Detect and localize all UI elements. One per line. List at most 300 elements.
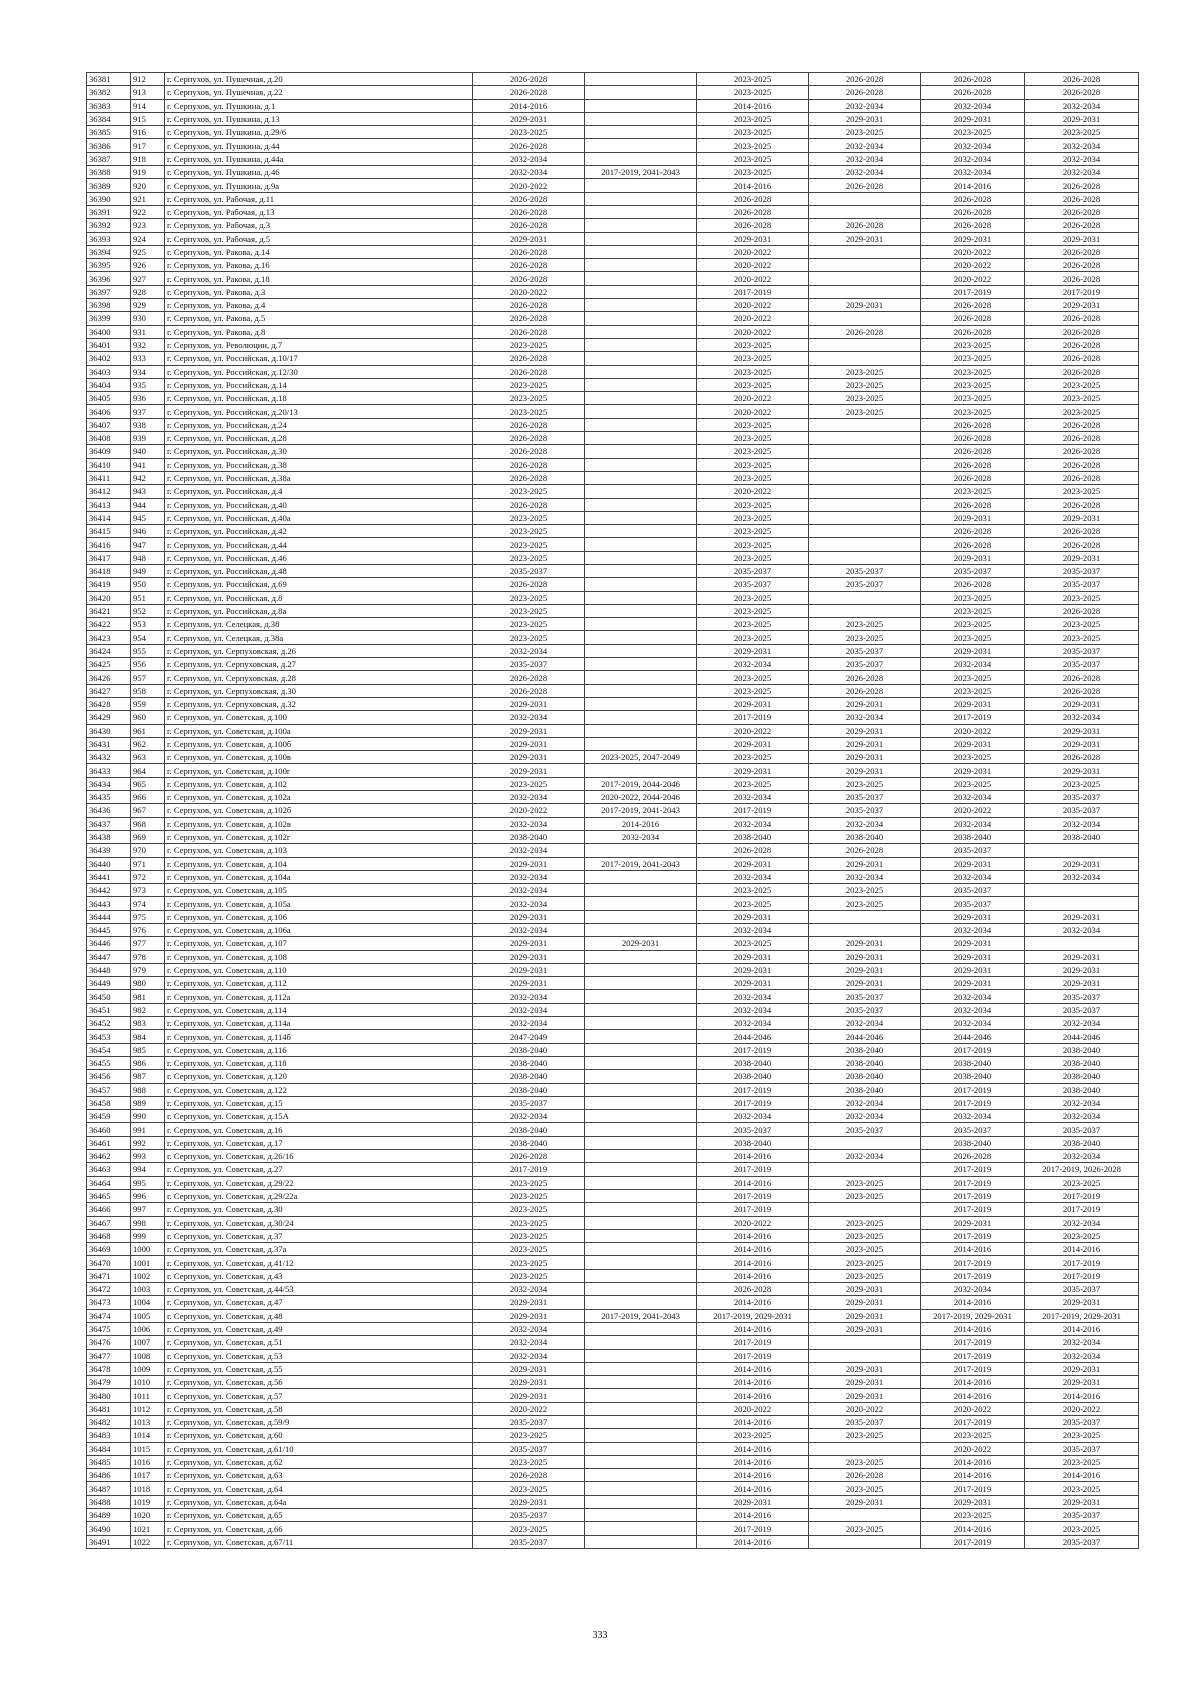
- address-cell: г. Серпухов, ул. Советская, д.47: [165, 1296, 473, 1309]
- year-col-4-cell: [809, 511, 921, 524]
- year-col-6-cell: 2035-2037: [1025, 1123, 1139, 1136]
- table-row: [87, 1096, 1139, 1109]
- table-row: [87, 1509, 1139, 1522]
- year-col-5-cell: 2032-2034: [921, 658, 1025, 671]
- row-number-cell: 934: [131, 365, 165, 378]
- row-number-cell: 932: [131, 338, 165, 351]
- year-col-5-cell: 2029-2031: [921, 1495, 1025, 1508]
- table-row: [87, 830, 1139, 843]
- year-col-3-cell: 2017-2019: [697, 1096, 809, 1109]
- year-col-1-cell: 2023-2025: [473, 378, 585, 391]
- address-cell: г. Серпухов, ул. Советская, д.29/22: [165, 1176, 473, 1189]
- year-col-2-cell: [585, 458, 697, 471]
- row-number-cell: 955: [131, 644, 165, 657]
- year-col-6-cell: 2029-2031: [1025, 1495, 1139, 1508]
- year-col-5-cell: 2032-2034: [921, 152, 1025, 165]
- row-number-cell: 918: [131, 152, 165, 165]
- year-col-1-cell: 2023-2025: [473, 1243, 585, 1256]
- record-id-cell: 36386: [87, 139, 131, 152]
- address-cell: г. Серпухов, ул. Российская, д.69: [165, 578, 473, 591]
- address-cell: г. Серпухов, ул. Советская, д.30: [165, 1203, 473, 1216]
- row-number-cell: 987: [131, 1070, 165, 1083]
- year-col-4-cell: 2029-2031: [809, 1309, 921, 1322]
- year-col-4-cell: [809, 551, 921, 564]
- row-number-cell: 929: [131, 299, 165, 312]
- year-col-1-cell: 2032-2034: [473, 711, 585, 724]
- record-id-cell: 36468: [87, 1229, 131, 1242]
- year-col-1-cell: 2020-2022: [473, 1402, 585, 1415]
- year-col-4-cell: 2023-2025: [809, 1243, 921, 1256]
- year-col-5-cell: 2023-2025: [921, 671, 1025, 684]
- row-number-cell: 956: [131, 658, 165, 671]
- year-col-4-cell: [809, 1336, 921, 1349]
- address-cell: г. Серпухов, ул. Российская, д.30: [165, 445, 473, 458]
- row-number-cell: 958: [131, 684, 165, 697]
- table-row: [87, 937, 1139, 950]
- year-col-5-cell: 2026-2028: [921, 458, 1025, 471]
- address-cell: г. Серпухов, ул. Советская, д.67/11: [165, 1535, 473, 1548]
- address-cell: г. Серпухов, ул. Российская, д.28: [165, 432, 473, 445]
- record-id-cell: 36423: [87, 631, 131, 644]
- year-col-1-cell: 2023-2025: [473, 405, 585, 418]
- record-id-cell: 36459: [87, 1110, 131, 1123]
- year-col-5-cell: 2017-2019: [921, 1535, 1025, 1548]
- year-col-3-cell: 2023-2025: [697, 671, 809, 684]
- year-col-6-cell: 2029-2031: [1025, 551, 1139, 564]
- year-col-3-cell: 2029-2031: [697, 910, 809, 923]
- year-col-5-cell: 2017-2019: [921, 1415, 1025, 1428]
- year-col-2-cell: [585, 511, 697, 524]
- year-col-6-cell: 2032-2034: [1025, 817, 1139, 830]
- year-col-4-cell: 2032-2034: [809, 1110, 921, 1123]
- row-number-cell: 969: [131, 830, 165, 843]
- year-col-3-cell: 2023-2025: [697, 498, 809, 511]
- year-col-3-cell: 2032-2034: [697, 1003, 809, 1016]
- year-col-6-cell: 2044-2046: [1025, 1030, 1139, 1043]
- record-id-cell: 36434: [87, 777, 131, 790]
- year-col-1-cell: 2032-2034: [473, 897, 585, 910]
- year-col-2-cell: 2029-2031: [585, 937, 697, 950]
- table-row: [87, 604, 1139, 617]
- year-col-1-cell: 2023-2025: [473, 538, 585, 551]
- year-col-3-cell: 2017-2019: [697, 1083, 809, 1096]
- year-col-6-cell: 2035-2037: [1025, 804, 1139, 817]
- year-col-2-cell: [585, 405, 697, 418]
- year-col-1-cell: 2032-2034: [473, 1349, 585, 1362]
- year-col-6-cell: 2026-2028: [1025, 325, 1139, 338]
- year-col-5-cell: 2026-2028: [921, 418, 1025, 431]
- year-col-5-cell: 2023-2025: [921, 352, 1025, 365]
- table-row: [87, 179, 1139, 192]
- row-number-cell: 988: [131, 1083, 165, 1096]
- address-cell: г. Серпухов, ул. Советская, д.103: [165, 844, 473, 857]
- table-row: [87, 166, 1139, 179]
- year-col-6-cell: 2026-2028: [1025, 684, 1139, 697]
- address-cell: г. Серпухов, ул. Советская, д.26/16: [165, 1150, 473, 1163]
- year-col-3-cell: 2014-2016: [697, 1376, 809, 1389]
- year-col-6-cell: 2029-2031: [1025, 697, 1139, 710]
- row-number-cell: 986: [131, 1056, 165, 1069]
- address-cell: г. Серпухов, ул. Советская, д.56: [165, 1376, 473, 1389]
- year-col-3-cell: 2017-2019: [697, 1336, 809, 1349]
- year-col-4-cell: [809, 471, 921, 484]
- year-col-3-cell: 2014-2016: [697, 1442, 809, 1455]
- year-col-6-cell: 2035-2037: [1025, 578, 1139, 591]
- year-col-2-cell: [585, 1509, 697, 1522]
- year-col-1-cell: 2023-2025: [473, 551, 585, 564]
- table-row: [87, 591, 1139, 604]
- year-col-5-cell: 2026-2028: [921, 192, 1025, 205]
- year-col-6-cell: 2026-2028: [1025, 445, 1139, 458]
- year-col-1-cell: 2029-2031: [473, 1296, 585, 1309]
- address-cell: г. Серпухов, ул. Пушкина, д.9а: [165, 179, 473, 192]
- year-col-5-cell: 2014-2016: [921, 1376, 1025, 1389]
- year-col-6-cell: 2035-2037: [1025, 1442, 1139, 1455]
- row-number-cell: 970: [131, 844, 165, 857]
- year-col-2-cell: [585, 538, 697, 551]
- year-col-6-cell: 2026-2028: [1025, 338, 1139, 351]
- year-col-5-cell: 2017-2019: [921, 1269, 1025, 1282]
- row-number-cell: 975: [131, 910, 165, 923]
- address-cell: г. Серпухов, ул. Пушкина, д.1: [165, 99, 473, 112]
- year-col-3-cell: 2020-2022: [697, 259, 809, 272]
- year-col-3-cell: 2020-2022: [697, 1216, 809, 1229]
- year-col-4-cell: 2032-2034: [809, 1096, 921, 1109]
- address-cell: г. Серпухов, ул. Советская, д.62: [165, 1455, 473, 1468]
- year-col-5-cell: 2026-2028: [921, 432, 1025, 445]
- table-row: [87, 950, 1139, 963]
- year-col-4-cell: 2026-2028: [809, 671, 921, 684]
- address-cell: г. Серпухов, ул. Советская, д.114: [165, 1003, 473, 1016]
- year-col-3-cell: 2023-2025: [697, 73, 809, 86]
- record-id-cell: 36452: [87, 1017, 131, 1030]
- address-cell: г. Серпухов, ул. Советская, д.60: [165, 1429, 473, 1442]
- table-row: [87, 338, 1139, 351]
- year-col-1-cell: 2029-2031: [473, 1362, 585, 1375]
- year-col-6-cell: 2023-2025: [1025, 1482, 1139, 1495]
- year-col-4-cell: [809, 418, 921, 431]
- year-col-1-cell: 2029-2031: [473, 1495, 585, 1508]
- year-col-6-cell: 2017-2019, 2026-2028: [1025, 1163, 1139, 1176]
- row-number-cell: 991: [131, 1123, 165, 1136]
- year-col-4-cell: 2038-2040: [809, 830, 921, 843]
- record-id-cell: 36479: [87, 1376, 131, 1389]
- year-col-4-cell: [809, 910, 921, 923]
- year-col-3-cell: 2017-2019: [697, 1522, 809, 1535]
- year-col-2-cell: [585, 112, 697, 125]
- record-id-cell: 36449: [87, 977, 131, 990]
- record-id-cell: 36412: [87, 485, 131, 498]
- year-col-2-cell: [585, 471, 697, 484]
- year-col-5-cell: 2017-2019: [921, 1083, 1025, 1096]
- year-col-1-cell: 2035-2037: [473, 1415, 585, 1428]
- table-row: [87, 1415, 1139, 1428]
- table-row: [87, 1123, 1139, 1136]
- year-col-6-cell: 2032-2034: [1025, 924, 1139, 937]
- year-col-6-cell: 2023-2025: [1025, 1522, 1139, 1535]
- year-col-3-cell: 2014-2016: [697, 179, 809, 192]
- address-cell: г. Серпухов, ул. Ракова, д.14: [165, 245, 473, 258]
- table-row: [87, 485, 1139, 498]
- row-number-cell: 924: [131, 232, 165, 245]
- year-col-6-cell: 2026-2028: [1025, 86, 1139, 99]
- record-id-cell: 36413: [87, 498, 131, 511]
- year-col-2-cell: [585, 1269, 697, 1282]
- year-col-1-cell: 2026-2028: [473, 219, 585, 232]
- year-col-3-cell: 2023-2025: [697, 631, 809, 644]
- year-col-1-cell: 2029-2031: [473, 697, 585, 710]
- record-id-cell: 36447: [87, 950, 131, 963]
- address-cell: г. Серпухов, ул. Рабочая, д.13: [165, 205, 473, 218]
- year-col-6-cell: 2026-2028: [1025, 498, 1139, 511]
- table-row: [87, 924, 1139, 937]
- year-col-5-cell: 2023-2025: [921, 338, 1025, 351]
- year-col-6-cell: 2032-2034: [1025, 1216, 1139, 1229]
- year-col-2-cell: [585, 1402, 697, 1415]
- address-cell: г. Серпухов, ул. Российская, д.38а: [165, 471, 473, 484]
- record-id-cell: 36487: [87, 1482, 131, 1495]
- year-col-3-cell: 2014-2016: [697, 1482, 809, 1495]
- record-id-cell: 36441: [87, 870, 131, 883]
- year-col-4-cell: 2023-2025: [809, 1269, 921, 1282]
- year-col-3-cell: 2023-2025: [697, 525, 809, 538]
- table-row: [87, 1150, 1139, 1163]
- address-cell: г. Серпухов, ул. Пушкина, д.29/6: [165, 126, 473, 139]
- address-cell: г. Серпухов, ул. Пушечная, д.22: [165, 86, 473, 99]
- row-number-cell: 989: [131, 1096, 165, 1109]
- year-col-5-cell: 2020-2022: [921, 245, 1025, 258]
- year-col-6-cell: 2017-2019: [1025, 1189, 1139, 1202]
- year-col-2-cell: [585, 578, 697, 591]
- year-col-1-cell: 2026-2028: [473, 299, 585, 312]
- record-id-cell: 36445: [87, 924, 131, 937]
- row-number-cell: 925: [131, 245, 165, 258]
- row-number-cell: 953: [131, 618, 165, 631]
- year-col-4-cell: [809, 1163, 921, 1176]
- year-col-3-cell: 2029-2031: [697, 977, 809, 990]
- record-id-cell: 36470: [87, 1256, 131, 1269]
- row-number-cell: 1008: [131, 1349, 165, 1362]
- year-col-3-cell: 2026-2028: [697, 205, 809, 218]
- year-col-2-cell: [585, 205, 697, 218]
- year-col-1-cell: 2032-2034: [473, 924, 585, 937]
- row-number-cell: 1013: [131, 1415, 165, 1428]
- row-number-cell: 1007: [131, 1336, 165, 1349]
- year-col-1-cell: 2032-2034: [473, 791, 585, 804]
- year-col-3-cell: 2023-2025: [697, 378, 809, 391]
- year-col-1-cell: 2026-2028: [473, 272, 585, 285]
- record-id-cell: 36483: [87, 1429, 131, 1442]
- address-cell: г. Серпухов, ул. Советская, д.48: [165, 1309, 473, 1322]
- year-col-4-cell: 2035-2037: [809, 791, 921, 804]
- address-cell: г. Серпухов, ул. Советская, д.105: [165, 884, 473, 897]
- year-col-3-cell: 2014-2016: [697, 1469, 809, 1482]
- year-col-2-cell: [585, 1017, 697, 1030]
- row-number-cell: 1020: [131, 1509, 165, 1522]
- record-id-cell: 36467: [87, 1216, 131, 1229]
- address-cell: г. Серпухов, ул. Советская, д.114б: [165, 1030, 473, 1043]
- year-col-5-cell: 2029-2031: [921, 910, 1025, 923]
- row-number-cell: 952: [131, 604, 165, 617]
- record-id-cell: 36421: [87, 604, 131, 617]
- year-col-1-cell: 2026-2028: [473, 1469, 585, 1482]
- row-number-cell: 1021: [131, 1522, 165, 1535]
- table-row: [87, 977, 1139, 990]
- table-row: [87, 272, 1139, 285]
- year-col-3-cell: 2014-2016: [697, 1176, 809, 1189]
- year-col-2-cell: [585, 737, 697, 750]
- record-id-cell: 36490: [87, 1522, 131, 1535]
- year-col-6-cell: 2038-2040: [1025, 1056, 1139, 1069]
- year-col-2-cell: [585, 697, 697, 710]
- year-col-5-cell: 2026-2028: [921, 299, 1025, 312]
- row-number-cell: 912: [131, 73, 165, 86]
- year-col-5-cell: 2029-2031: [921, 644, 1025, 657]
- year-col-3-cell: 2014-2016: [697, 1150, 809, 1163]
- year-col-2-cell: [585, 684, 697, 697]
- record-id-cell: 36461: [87, 1136, 131, 1149]
- year-col-1-cell: 2023-2025: [473, 1189, 585, 1202]
- year-col-4-cell: 2023-2025: [809, 1429, 921, 1442]
- year-col-1-cell: 2026-2028: [473, 471, 585, 484]
- row-number-cell: 1012: [131, 1402, 165, 1415]
- row-number-cell: 984: [131, 1030, 165, 1043]
- record-id-cell: 36418: [87, 564, 131, 577]
- row-number-cell: 947: [131, 538, 165, 551]
- year-col-3-cell: 2017-2019: [697, 1043, 809, 1056]
- row-number-cell: 983: [131, 1017, 165, 1030]
- year-col-5-cell: 2026-2028: [921, 1150, 1025, 1163]
- year-col-4-cell: 2023-2025: [809, 392, 921, 405]
- year-col-3-cell: 2023-2025: [697, 86, 809, 99]
- year-col-5-cell: 2032-2034: [921, 817, 1025, 830]
- record-id-cell: 36396: [87, 272, 131, 285]
- table-row: [87, 1229, 1139, 1242]
- year-col-2-cell: 2014-2016: [585, 817, 697, 830]
- year-col-2-cell: [585, 1296, 697, 1309]
- year-col-4-cell: 2029-2031: [809, 232, 921, 245]
- row-number-cell: 997: [131, 1203, 165, 1216]
- year-col-2-cell: [585, 1216, 697, 1229]
- year-col-4-cell: 2029-2031: [809, 963, 921, 976]
- year-col-4-cell: 2023-2025: [809, 1176, 921, 1189]
- year-col-1-cell: 2026-2028: [473, 259, 585, 272]
- record-id-cell: 36465: [87, 1189, 131, 1202]
- year-col-3-cell: 2020-2022: [697, 299, 809, 312]
- address-cell: г. Серпухов, ул. Советская, д.106: [165, 910, 473, 923]
- record-id-cell: 36391: [87, 205, 131, 218]
- year-col-2-cell: 2032-2034: [585, 830, 697, 843]
- year-col-6-cell: 2038-2040: [1025, 830, 1139, 843]
- year-col-6-cell: 2023-2025: [1025, 1455, 1139, 1468]
- address-cell: г. Серпухов, ул. Пушечная, д.20: [165, 73, 473, 86]
- year-col-1-cell: 2026-2028: [473, 86, 585, 99]
- year-col-1-cell: 2026-2028: [473, 418, 585, 431]
- record-id-cell: 36382: [87, 86, 131, 99]
- year-col-5-cell: 2032-2034: [921, 1017, 1025, 1030]
- year-col-4-cell: [809, 245, 921, 258]
- year-col-2-cell: [585, 1096, 697, 1109]
- year-col-6-cell: 2032-2034: [1025, 152, 1139, 165]
- address-cell: г. Серпухов, ул. Российская, д.8: [165, 591, 473, 604]
- year-col-3-cell: 2026-2028: [697, 844, 809, 857]
- year-col-2-cell: [585, 963, 697, 976]
- record-id-cell: 36420: [87, 591, 131, 604]
- row-number-cell: 928: [131, 285, 165, 298]
- table-row: [87, 1296, 1139, 1309]
- address-cell: г. Серпухов, ул. Советская, д.112: [165, 977, 473, 990]
- year-col-1-cell: 2023-2025: [473, 1203, 585, 1216]
- year-col-6-cell: 2029-2031: [1025, 299, 1139, 312]
- year-col-2-cell: 2023-2025, 2047-2049: [585, 751, 697, 764]
- year-col-3-cell: 2032-2034: [697, 1017, 809, 1030]
- year-col-2-cell: [585, 312, 697, 325]
- table-row: [87, 644, 1139, 657]
- row-number-cell: 957: [131, 671, 165, 684]
- year-col-2-cell: [585, 1070, 697, 1083]
- year-col-3-cell: 2023-2025: [697, 338, 809, 351]
- year-col-6-cell: 2026-2028: [1025, 538, 1139, 551]
- year-col-2-cell: [585, 86, 697, 99]
- row-number-cell: 981: [131, 990, 165, 1003]
- year-col-5-cell: 2035-2037: [921, 884, 1025, 897]
- year-col-5-cell: 2023-2025: [921, 392, 1025, 405]
- table-row: [87, 112, 1139, 125]
- year-col-3-cell: 2014-2016: [697, 1229, 809, 1242]
- year-col-2-cell: [585, 1176, 697, 1189]
- year-col-6-cell: 2023-2025: [1025, 392, 1139, 405]
- year-col-5-cell: 2029-2031: [921, 1216, 1025, 1229]
- row-number-cell: 971: [131, 857, 165, 870]
- year-col-3-cell: 2017-2019: [697, 1163, 809, 1176]
- year-col-6-cell: 2035-2037: [1025, 1283, 1139, 1296]
- year-col-6-cell: 2029-2031: [1025, 724, 1139, 737]
- address-cell: г. Серпухов, ул. Пушкина, д.44а: [165, 152, 473, 165]
- year-col-4-cell: 2035-2037: [809, 564, 921, 577]
- record-id-cell: 36442: [87, 884, 131, 897]
- year-col-6-cell: 2029-2031: [1025, 963, 1139, 976]
- table-row: [87, 711, 1139, 724]
- year-col-2-cell: [585, 644, 697, 657]
- row-number-cell: 930: [131, 312, 165, 325]
- address-cell: г. Серпухов, ул. Серпуховская, д.28: [165, 671, 473, 684]
- year-col-2-cell: [585, 299, 697, 312]
- year-col-4-cell: 2032-2034: [809, 870, 921, 883]
- year-col-4-cell: [809, 924, 921, 937]
- year-col-5-cell: 2026-2028: [921, 325, 1025, 338]
- year-col-1-cell: 2032-2034: [473, 1322, 585, 1335]
- address-cell: г. Серпухов, ул. Советская, д.15А: [165, 1110, 473, 1123]
- year-col-2-cell: [585, 591, 697, 604]
- year-col-3-cell: 2014-2016: [697, 1415, 809, 1428]
- year-col-2-cell: [585, 1203, 697, 1216]
- row-number-cell: 948: [131, 551, 165, 564]
- year-col-5-cell: 2035-2037: [921, 844, 1025, 857]
- table-row: [87, 1429, 1139, 1442]
- table-row: [87, 1017, 1139, 1030]
- address-cell: г. Серпухов, ул. Российская, д.24: [165, 418, 473, 431]
- year-col-5-cell: 2014-2016: [921, 1455, 1025, 1468]
- row-number-cell: 1022: [131, 1535, 165, 1548]
- row-number-cell: 995: [131, 1176, 165, 1189]
- year-col-5-cell: 2014-2016: [921, 1469, 1025, 1482]
- year-col-3-cell: 2014-2016: [697, 99, 809, 112]
- row-number-cell: 965: [131, 777, 165, 790]
- year-col-5-cell: 2023-2025: [921, 485, 1025, 498]
- year-col-1-cell: 2026-2028: [473, 365, 585, 378]
- record-id-cell: 36456: [87, 1070, 131, 1083]
- year-col-6-cell: 2032-2034: [1025, 1096, 1139, 1109]
